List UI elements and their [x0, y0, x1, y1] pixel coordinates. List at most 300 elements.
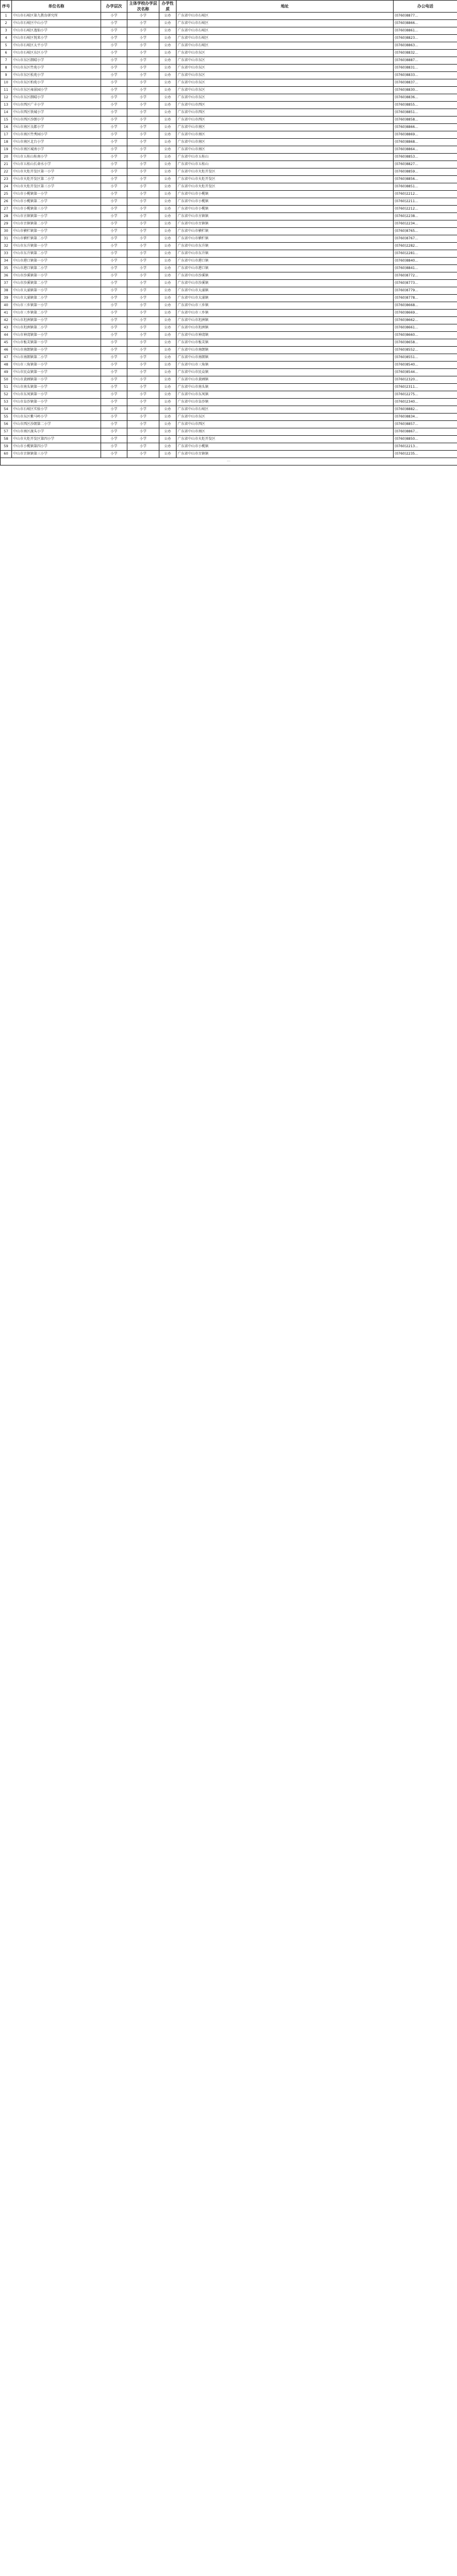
table-row [1, 362, 457, 369]
cell-name: 中山市黄圃镇第一小学 [12, 376, 101, 384]
cell-level: 小学 [101, 117, 127, 124]
cell-main-type: 小学 [127, 72, 159, 79]
table-row-continuation [1, 458, 457, 466]
cell-phone: (0760)8859... [394, 168, 457, 176]
cell-address: 广东省中山市小榄镇 [177, 191, 394, 198]
cell-phone: (0760)8551... [394, 354, 457, 362]
cell-phone: (0760)2238... [394, 213, 457, 220]
cell-level: 小学 [101, 168, 127, 176]
cell-level: 小学 [101, 79, 127, 87]
cell-no: 50 [1, 376, 12, 384]
cell-phone: (0760)8767... [394, 235, 457, 243]
cell-main-type: 小学 [127, 362, 159, 369]
cell-no: 55 [1, 414, 12, 421]
cell-level: 小学 [101, 161, 127, 168]
cell-level: 小学 [101, 310, 127, 317]
cell-address: 广东省中山市东区 [177, 94, 394, 102]
cell-no: 3 [1, 27, 12, 35]
table-row [1, 13, 457, 20]
cell-main-type: 小学 [127, 206, 159, 213]
cell-nature: 公办 [159, 384, 177, 391]
cell-main-type: 小学 [127, 213, 159, 220]
table-row [1, 391, 457, 399]
cell-phone: (0760)8868... [394, 139, 457, 146]
cell-nature: 公办 [159, 27, 177, 35]
table-row [1, 317, 457, 324]
cell-nature: 公办 [159, 146, 177, 154]
cell-nature: 公办 [159, 57, 177, 65]
cell-phone: (0760)2213... [394, 443, 457, 451]
cell-no: 47 [1, 354, 12, 362]
cell-no: 24 [1, 183, 12, 191]
cell-main-type: 小学 [127, 154, 159, 161]
cell-nature: 公办 [159, 369, 177, 376]
cell-name: 中山市西区铁城小学 [12, 109, 101, 117]
cell-name: 中山市大涌镇第一小学 [12, 287, 101, 295]
cell-address: 广东省中山市火炬开发区 [177, 436, 394, 443]
cell-phone: (0760)8831... [394, 65, 457, 72]
cell-nature: 公办 [159, 414, 177, 421]
cell-main-type: 小学 [127, 42, 159, 50]
table-row [1, 399, 457, 406]
cell-name: 中山市西区沙朗小学 [12, 117, 101, 124]
cell-phone: (0760)2211... [394, 198, 457, 206]
cell-address: 广东省中山市西区 [177, 109, 394, 117]
cell-address: 广东省中山市板芙镇 [177, 339, 394, 347]
cell-address: 广东省中山市三乡镇 [177, 302, 394, 310]
cell-main-type: 小学 [127, 451, 159, 458]
table-row [1, 117, 457, 124]
cell-main-type: 小学 [127, 258, 159, 265]
cell-phone: (0760)8834... [394, 414, 457, 421]
cell-phone: (0760)8856... [394, 176, 457, 183]
cell-phone: (0760)8887... [394, 57, 457, 65]
cell-address: 广东省中山市小榄镇 [177, 443, 394, 451]
cell-nature: 公办 [159, 243, 177, 250]
cell-level: 小学 [101, 176, 127, 183]
cell-name: 中山市板芙镇第一小学 [12, 339, 101, 347]
cell-name: 中山市古镇镇第三小学 [12, 451, 101, 458]
table-row [1, 206, 457, 213]
cell-no: 5 [1, 42, 12, 50]
cell-phone: (0760)8660... [394, 332, 457, 339]
cell-main-type: 小学 [127, 94, 159, 102]
cell-level: 小学 [101, 265, 127, 272]
cell-no: 17 [1, 131, 12, 139]
cell-main-type: 小学 [127, 384, 159, 391]
cell-no: 60 [1, 451, 12, 458]
header-level: 办学层次 [101, 1, 127, 13]
cell-no: 20 [1, 154, 12, 161]
cell-level: 小学 [101, 124, 127, 131]
cell-name: 中山市南区北台小学 [12, 139, 101, 146]
cell-main-type: 小学 [127, 406, 159, 414]
cell-name: 中山市东凤镇第一小学 [12, 391, 101, 399]
cell-address: 广东省中山市古镇镇 [177, 451, 394, 458]
header-address: 地址 [177, 1, 394, 13]
cell-phone: (0760)8857... [394, 421, 457, 428]
cell-address: 广东省中山市南朗镇 [177, 347, 394, 354]
cell-main-type: 小学 [127, 443, 159, 451]
cell-phone: (0760)8552... [394, 347, 457, 354]
table-row [1, 258, 457, 265]
cell-phone: (0760)8853... [394, 154, 457, 161]
cell-nature: 公办 [159, 35, 177, 42]
cell-main-type: 小学 [127, 428, 159, 436]
table-row [1, 57, 457, 65]
cell-phone: (0760)2281... [394, 250, 457, 258]
cell-address: 广东省中山市西区 [177, 117, 394, 124]
table-row [1, 87, 457, 94]
cell-level: 小学 [101, 139, 127, 146]
table-row [1, 250, 457, 258]
table-row [1, 235, 457, 243]
cell-level: 小学 [101, 376, 127, 384]
table-row [1, 339, 457, 347]
cell-name: 中山市火炬开发区第一小学 [12, 168, 101, 176]
cell-phone: (0760)8866... [394, 20, 457, 27]
cell-address: 广东省中山市石岐区 [177, 42, 394, 50]
cell-no: 35 [1, 265, 12, 272]
cell-phone: (0760)8772... [394, 272, 457, 280]
cell-main-type: 小学 [127, 13, 159, 20]
cell-phone: (0760)8861... [394, 27, 457, 35]
cell-nature: 公办 [159, 20, 177, 27]
cell-level: 小学 [101, 280, 127, 287]
table-row [1, 42, 457, 50]
cell-main-type: 小学 [127, 287, 159, 295]
cell-address: 广东省中山市小榄镇 [177, 206, 394, 213]
cell-phone: (0760)8837... [394, 79, 457, 87]
cell-no: 7 [1, 57, 12, 65]
cell-no: 21 [1, 161, 12, 168]
cell-main-type: 小学 [127, 243, 159, 250]
table-row [1, 35, 457, 42]
table-row [1, 27, 457, 35]
cell-main-type: 小学 [127, 131, 159, 139]
cell-main-type: 小学 [127, 87, 159, 94]
cell-phone: (0760)8877... [394, 13, 457, 20]
cell-name: 中山市石岐区中山小学 [12, 20, 101, 27]
table-row [1, 443, 457, 451]
cell-nature: 公办 [159, 451, 177, 458]
cell-main-type: 小学 [127, 117, 159, 124]
cell-address: 广东省中山市东凤镇 [177, 391, 394, 399]
cell-address: 广东省中山市三角镇 [177, 362, 394, 369]
cell-phone: (0760)8858... [394, 117, 457, 124]
cell-address: 广东省中山市石岐区 [177, 35, 394, 42]
cell-main-type: 小学 [127, 35, 159, 42]
cell-address: 广东省中山市火炬开发区 [177, 168, 394, 176]
cell-address: 广东省中山市五桂山 [177, 154, 394, 161]
cell-nature: 公办 [159, 124, 177, 131]
cell-phone: (0760)8773... [394, 280, 457, 287]
cell-no: 19 [1, 146, 12, 154]
cell-nature: 公办 [159, 87, 177, 94]
cell-nature: 公办 [159, 250, 177, 258]
cell-name: 中山市小榄镇第一小学 [12, 191, 101, 198]
cell-nature: 公办 [159, 347, 177, 354]
cell-level: 小学 [101, 94, 127, 102]
cell-name: 中山市南头镇第一小学 [12, 384, 101, 391]
cell-nature: 公办 [159, 332, 177, 339]
table-row [1, 310, 457, 317]
header-nature: 办学性质 [159, 1, 177, 13]
table-row [1, 168, 457, 176]
cell-no: 33 [1, 250, 12, 258]
cell-address: 广东省中山市沙溪镇 [177, 272, 394, 280]
cell-phone: (0760)8841... [394, 265, 457, 272]
cell-level: 小学 [101, 243, 127, 250]
cell-level: 小学 [101, 50, 127, 57]
cell-no: 6 [1, 50, 12, 57]
cell-nature: 公办 [159, 376, 177, 384]
cell-phone: (0760)8840... [394, 258, 457, 265]
cell-phone: (0760)8540... [394, 362, 457, 369]
cell-level: 小学 [101, 109, 127, 117]
school-directory-table [0, 0, 457, 466]
cell-level: 小学 [101, 27, 127, 35]
cell-address: 广东省中山市石岐区 [177, 406, 394, 414]
cell-nature: 公办 [159, 117, 177, 124]
cell-name: 中山市南区城南小学 [12, 146, 101, 154]
cell-level: 小学 [101, 399, 127, 406]
cell-name: 中山市三角镇第一小学 [12, 362, 101, 369]
cell-nature: 公办 [159, 258, 177, 265]
cell-level: 小学 [101, 57, 127, 65]
cell-nature: 公办 [159, 295, 177, 302]
cell-level: 小学 [101, 391, 127, 399]
table-body [1, 13, 457, 466]
cell-address: 广东省中山市坦洲镇 [177, 324, 394, 332]
cell-level: 小学 [101, 20, 127, 27]
table-row [1, 436, 457, 443]
cell-main-type: 小学 [127, 198, 159, 206]
cell-name: 中山市西区沙朗第二小学 [12, 421, 101, 428]
cell-level: 小学 [101, 354, 127, 362]
cell-level: 小学 [101, 198, 127, 206]
cell-address: 广东省中山市五桂山 [177, 161, 394, 168]
table-row [1, 332, 457, 339]
cell-nature: 公办 [159, 13, 177, 20]
table-row [1, 131, 457, 139]
cell-address: 广东省中山市港口镇 [177, 265, 394, 272]
cell-nature: 公办 [159, 354, 177, 362]
cell-phone: (0760)2235... [394, 451, 457, 458]
cell-address: 广东省中山市沙溪镇 [177, 280, 394, 287]
cell-main-type: 小学 [127, 27, 159, 35]
cell-address: 广东省中山市南区 [177, 131, 394, 139]
cell-phone: (0760)8658... [394, 339, 457, 347]
cell-name: 中山市南区竹秀园小学 [12, 131, 101, 139]
cell-phone: (0760)8668... [394, 302, 457, 310]
table-header-row [1, 1, 457, 13]
cell-no: 57 [1, 428, 12, 436]
cell-name: 中山市东区松苑小学 [12, 72, 101, 79]
cell-nature: 公办 [159, 391, 177, 399]
table-row [1, 354, 457, 362]
cell-phone: (0760)8823... [394, 35, 457, 42]
cell-no: 2 [1, 20, 12, 27]
cell-main-type: 小学 [127, 50, 159, 57]
cell-no: 58 [1, 436, 12, 443]
cell-name: 中山市南朗镇第一小学 [12, 347, 101, 354]
cell-name: 中山市三乡镇第一小学 [12, 302, 101, 310]
cell-nature: 公办 [159, 280, 177, 287]
cell-nature: 公办 [159, 272, 177, 280]
cell-nature: 公办 [159, 139, 177, 146]
cell-main-type: 小学 [127, 324, 159, 332]
cell-name: 中山市横栏镇第二小学 [12, 235, 101, 243]
cell-name: 中山市神湾镇第一小学 [12, 332, 101, 339]
cell-phone: (0760)2340... [394, 399, 457, 406]
cell-level: 小学 [101, 295, 127, 302]
cell-main-type: 小学 [127, 228, 159, 235]
table-row [1, 146, 457, 154]
cell-level: 小学 [101, 131, 127, 139]
table-row [1, 376, 457, 384]
cell-main-type: 小学 [127, 369, 159, 376]
cell-main-type: 小学 [127, 65, 159, 72]
cell-name: 中山市石岐区太平小学 [12, 42, 101, 50]
table-row [1, 161, 457, 168]
cell-no: 31 [1, 235, 12, 243]
cell-nature: 公办 [159, 287, 177, 295]
cell-no: 46 [1, 347, 12, 354]
cell-no: 11 [1, 87, 12, 94]
cell-no: 49 [1, 369, 12, 376]
table-row [1, 302, 457, 310]
cell-no: 37 [1, 280, 12, 287]
cell-level: 小学 [101, 206, 127, 213]
cell-level: 小学 [101, 235, 127, 243]
cell-phone: (0760)2212... [394, 191, 457, 198]
cell-name: 中山市坦洲镇第一小学 [12, 317, 101, 324]
cell-address: 广东省中山市南区 [177, 139, 394, 146]
cell-address: 广东省中山市东升镇 [177, 243, 394, 250]
cell-name: 中山市石岐区东区小学 [12, 50, 101, 57]
cell-name: 中山市东区柏苑小学 [12, 79, 101, 87]
cell-phone: (0760)2212... [394, 206, 457, 213]
cell-main-type: 小学 [127, 310, 159, 317]
cell-nature: 公办 [159, 198, 177, 206]
cell-no: 34 [1, 258, 12, 265]
cell-level: 小学 [101, 451, 127, 458]
cell-level: 小学 [101, 87, 127, 94]
cell-address: 广东省中山市东区 [177, 87, 394, 94]
cell-no: 52 [1, 391, 12, 399]
cell-address: 广东省中山市南朗镇 [177, 354, 394, 362]
cell-phone: (0760)8765... [394, 228, 457, 235]
cell-nature: 公办 [159, 50, 177, 57]
cell-name: 中山市港口镇第二小学 [12, 265, 101, 272]
cell-address: 广东省中山市南区 [177, 124, 394, 131]
cell-address: 广东省中山市横栏镇 [177, 228, 394, 235]
cell-name: 中山市横栏镇第一小学 [12, 228, 101, 235]
cell-phone: (0760)8669... [394, 310, 457, 317]
cell-no: 32 [1, 243, 12, 250]
table-row [1, 324, 457, 332]
cell-level: 小学 [101, 421, 127, 428]
cell-name: 中山市火炬开发区第三小学 [12, 183, 101, 191]
table-row [1, 406, 457, 414]
cell-name: 中山市港口镇第一小学 [12, 258, 101, 265]
cell-main-type: 小学 [127, 399, 159, 406]
cell-level: 小学 [101, 324, 127, 332]
cell-name: 中山市南区渡头小学 [12, 428, 101, 436]
cell-level: 小学 [101, 213, 127, 220]
cell-address: 广东省中山市横栏镇 [177, 235, 394, 243]
cell-nature: 公办 [159, 176, 177, 183]
cell-no: 28 [1, 213, 12, 220]
cell-level: 小学 [101, 443, 127, 451]
cell-level: 小学 [101, 362, 127, 369]
cell-name: 中山市西区广丰小学 [12, 102, 101, 109]
table-row [1, 139, 457, 146]
cell-phone: (0760)8836... [394, 94, 457, 102]
cell-phone: (0760)8827... [394, 161, 457, 168]
cell-level: 小学 [101, 339, 127, 347]
cell-phone: (0760)2320... [394, 376, 457, 384]
cell-address: 广东省中山市古镇镇 [177, 220, 394, 228]
cell-level: 小学 [101, 384, 127, 391]
cell-no: 59 [1, 443, 12, 451]
cell-address: 广东省中山市大涌镇 [177, 295, 394, 302]
cell-nature: 公办 [159, 436, 177, 443]
cell-main-type: 小学 [127, 391, 159, 399]
cell-address: 广东省中山市南区 [177, 428, 394, 436]
cell-no: 12 [1, 94, 12, 102]
cell-no: 15 [1, 117, 12, 124]
cell-address: 广东省中山市火炬开发区 [177, 176, 394, 183]
cell-level: 小学 [101, 369, 127, 376]
cell-phone: (0760)8662... [394, 317, 457, 324]
cell-no: 25 [1, 191, 12, 198]
cell-address: 广东省中山市古镇镇 [177, 213, 394, 220]
cell-no: 39 [1, 295, 12, 302]
cell-no: 27 [1, 206, 12, 213]
cell-no: 36 [1, 272, 12, 280]
cell-no: 54 [1, 406, 12, 414]
cell-nature: 公办 [159, 72, 177, 79]
cell-level: 小学 [101, 102, 127, 109]
cell-level: 小学 [101, 436, 127, 443]
cell-level: 小学 [101, 287, 127, 295]
cell-nature: 公办 [159, 42, 177, 50]
cell-address: 广东省中山市南区 [177, 146, 394, 154]
cell-main-type: 小学 [127, 347, 159, 354]
cell-level: 小学 [101, 146, 127, 154]
cell-address: 广东省中山市火炬开发区 [177, 183, 394, 191]
cell-main-type: 小学 [127, 191, 159, 198]
cell-level: 小学 [101, 302, 127, 310]
table-row [1, 176, 457, 183]
cell-main-type: 小学 [127, 57, 159, 65]
table-row [1, 243, 457, 250]
cell-nature: 公办 [159, 317, 177, 324]
cell-address: 广东省中山市石岐区 [177, 20, 394, 27]
cell-main-type: 小学 [127, 414, 159, 421]
cell-level: 小学 [101, 272, 127, 280]
cell-no: 26 [1, 198, 12, 206]
cell-name: 中山市沙溪镇第一小学 [12, 272, 101, 280]
cell-name: 中山市古镇镇第二小学 [12, 220, 101, 228]
cell-address: 广东省中山市西区 [177, 102, 394, 109]
header-no: 序号 [1, 1, 12, 13]
table-row [1, 228, 457, 235]
cell-level: 小学 [101, 191, 127, 198]
cell-level: 小学 [101, 228, 127, 235]
